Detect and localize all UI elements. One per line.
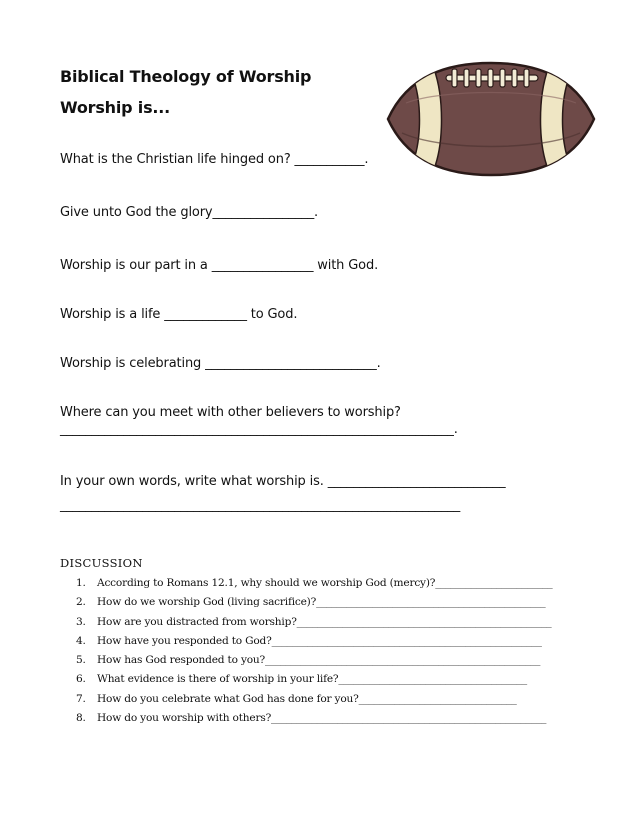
football-icon	[382, 55, 600, 181]
item-number: 1.	[76, 577, 86, 589]
item-text: What evidence is there of worship in your life?_____________________________________	[97, 673, 527, 686]
item-number: 7.	[76, 692, 86, 705]
question-celebrating: Worship is celebrating ___________________________.	[60, 356, 381, 371]
item-text: How has God responded to you?______________________________________________________	[97, 654, 541, 667]
question-life: Worship is a life _____________ to God.	[60, 307, 298, 322]
item-text: How do you celebrate what God has done for you?_______________________________	[97, 692, 517, 705]
item-number: 4.	[76, 634, 86, 647]
page-subtitle: Worship is...	[60, 98, 171, 117]
question-meet-believers: Where can you meet with other believers to worship?	[60, 405, 401, 420]
item-number: 5.	[76, 654, 86, 667]
question-own-words: In your own words, write what worship is. ____________________________	[60, 474, 506, 489]
page-title: Biblical Theology of Worship	[60, 67, 312, 86]
item-text: How are you distracted from worship?__________________________________________________	[97, 615, 552, 628]
question-glory: Give unto God the glory________________.	[60, 205, 319, 220]
item-text: How do we worship God (living sacrifice)?_____________________________________________	[97, 596, 546, 609]
item-number: 8.	[76, 712, 86, 725]
item-number: 6.	[76, 673, 86, 686]
item-text: How do you worship with others?______________________________________________________	[97, 712, 547, 725]
item-text: According to Romans 12.1, why should we worship God (mercy)?_______________________	[97, 577, 553, 589]
answer-line: _______________________________________________________________	[60, 498, 461, 513]
item-text: How have you responded to God?_____________________________________________________	[97, 634, 542, 647]
question-our-part: Worship is our part in a ________________ with God.	[60, 258, 379, 273]
question-christian-life: What is the Christian life hinged on? ___________.	[60, 152, 369, 167]
item-number: 3.	[76, 615, 86, 628]
item-number: 2.	[76, 596, 86, 609]
answer-line: ______________________________________________________________.	[60, 422, 458, 437]
discussion-heading: DISCUSSION	[60, 556, 143, 570]
